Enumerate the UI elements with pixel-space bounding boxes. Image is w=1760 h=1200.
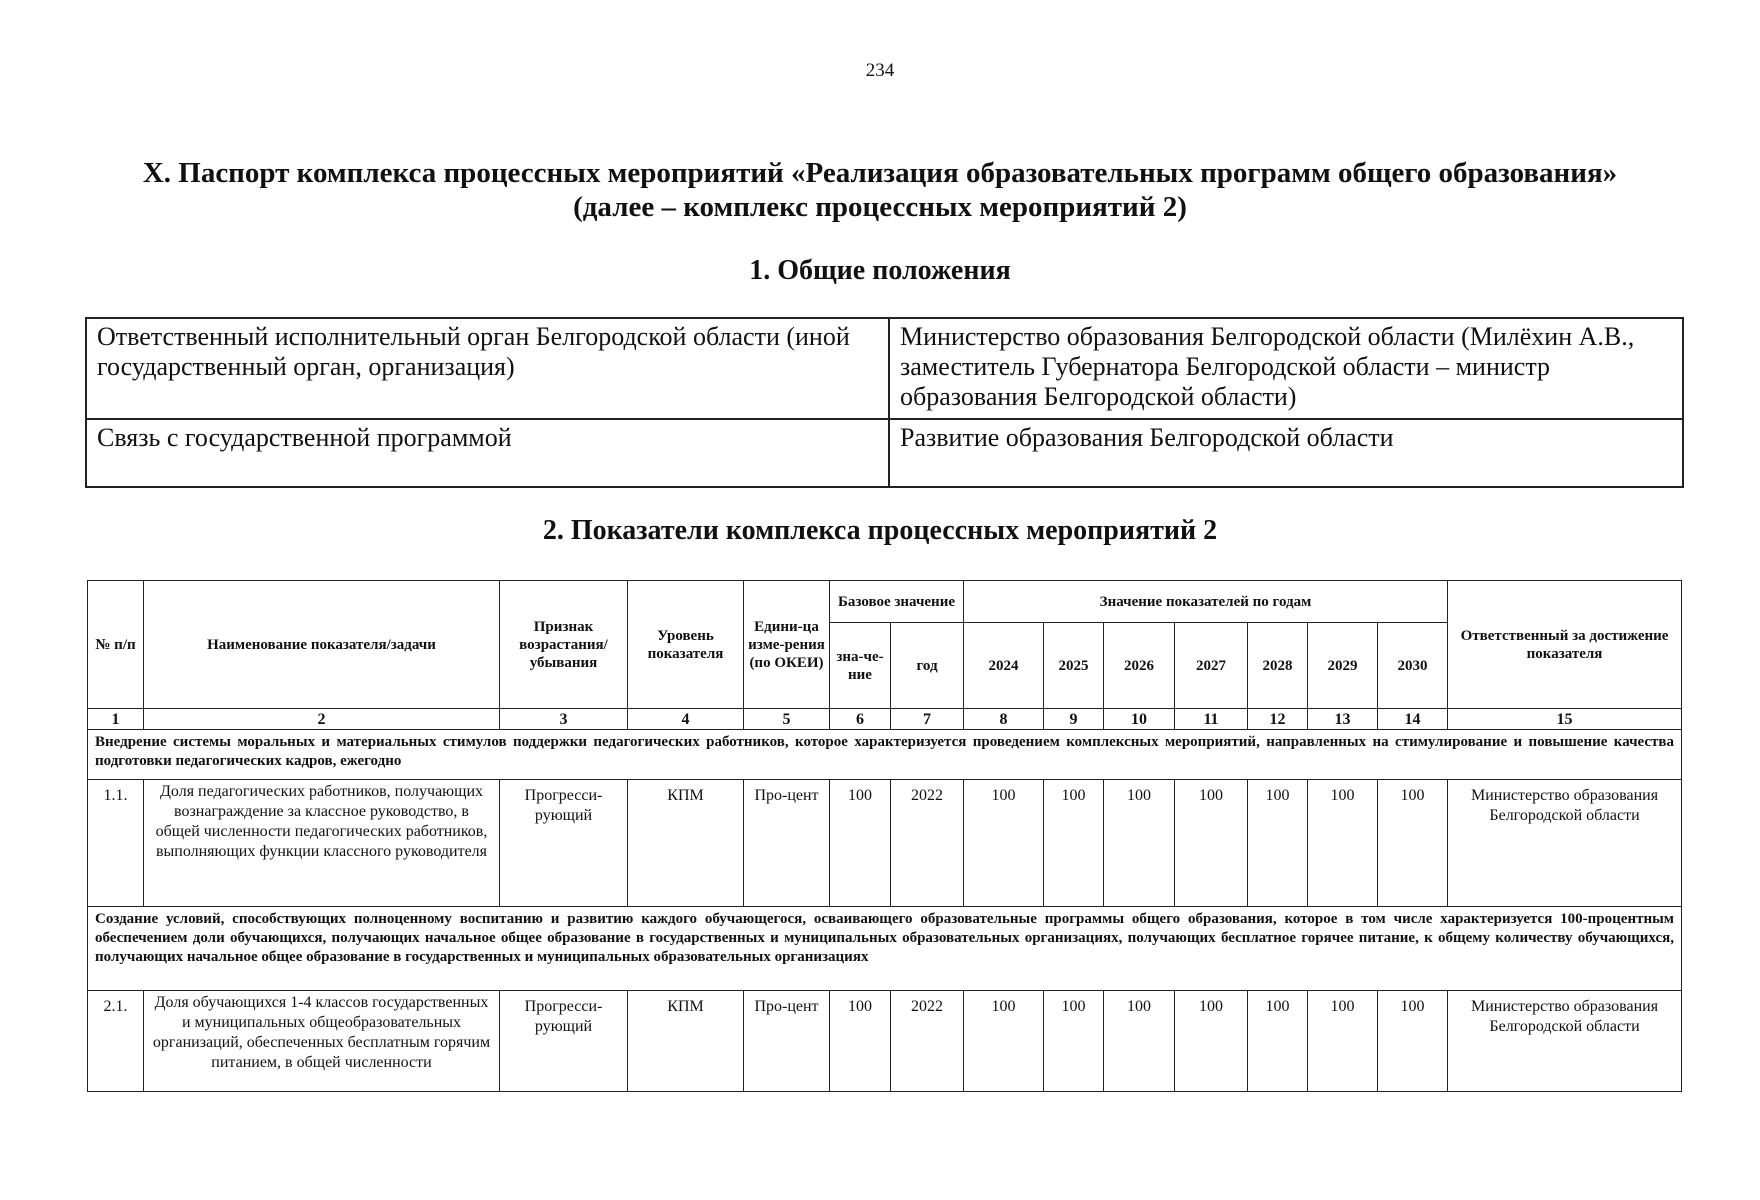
base-year: 2022 [891,780,964,907]
year-value: 100 [1248,780,1308,907]
task-1-text: Внедрение системы моральных и материальных стимулов поддержки педагогических работников, которое характеризуется проведением комплексных мероприятий, направленных на стимулирование и повышение качества подготовки педагогических кадров, ежегодно [88,730,1682,780]
base-value: 100 [830,991,891,1092]
base-year: 2022 [891,991,964,1092]
header-sign: Признак возрастания/ убывания [500,581,628,709]
column-number: 6 [830,709,891,730]
column-number: 13 [1308,709,1378,730]
indicator-level: КПМ [628,991,744,1092]
indicator-sign: Прогресси-рующий [500,991,628,1092]
table-row [86,318,1683,419]
year-value: 100 [964,780,1044,907]
column-number: 9 [1044,709,1104,730]
table-row [88,991,1682,1092]
header-num: № п/п [88,581,144,709]
table-row [86,419,1683,487]
title-line-1: X. Паспорт комплекса процессных мероприятий «Реализация образовательных программ общего образования» [142,157,1618,189]
header-year: 2028 [1248,623,1308,709]
base-value: 100 [830,780,891,907]
column-number: 12 [1248,709,1308,730]
indicator-unit: Про-цент [744,991,830,1092]
header-level: Уровень показателя [628,581,744,709]
indicator-sign: Прогресси-рующий [500,780,628,907]
section-2-title: 2. Показатели комплекса процессных мероприятий 2 [542,515,1218,546]
general-provisions-table [85,317,1684,488]
indicator-level: КПМ [628,780,744,907]
year-value: 100 [1378,780,1448,907]
year-value: 100 [1044,780,1104,907]
header-year: 2027 [1175,623,1248,709]
header-base-year: год [891,623,964,709]
section-1-title: 1. Общие положения [749,255,1011,286]
year-value: 100 [1044,991,1104,1092]
year-value: 100 [1175,780,1248,907]
page-number: 234 [865,60,895,81]
column-number: 15 [1448,709,1682,730]
column-number: 7 [891,709,964,730]
task-row [88,907,1682,991]
program-link-value: Развитие образования Белгородской области [889,419,1683,487]
row-num: 2.1. [88,991,144,1092]
table-row [88,780,1682,907]
task-row [88,730,1682,780]
header-years-group: Значение показателей по годам [964,581,1448,623]
column-number-row [88,709,1682,730]
year-value: 100 [1175,991,1248,1092]
year-value: 100 [1104,991,1175,1092]
responsible-body-label: Ответственный исполнительный орган Белгородской области (иной государственный орган, организация) [86,318,889,419]
task-2-text: Создание условий, способствующих полноценному воспитанию и развитию каждого обучающегося, осваивающего образовательные программы общего образования, которое в том числе характеризуется 100-процентным обеспечением доли обучающихся, получающих начальное общее образование в государственных и муниципальных образовательных организациях, получающих бесплатное горячее питание, к общему количеству обучающихся, получающих начальное общее образование в государственных и муниципальных образовательных организациях [88,907,1682,991]
column-number: 10 [1104,709,1175,730]
header-base: Базовое значение [830,581,964,623]
year-value: 100 [964,991,1044,1092]
year-value: 100 [1248,991,1308,1092]
indicator-name: Доля обучающихся 1-4 классов государственных и муниципальных общеобразовательных организаций, обеспеченных бесплатным горячим питанием, в общей численности [144,991,500,1092]
header-responsible: Ответственный за достижение показателя [1448,581,1682,709]
year-value: 100 [1308,991,1378,1092]
column-number: 1 [88,709,144,730]
column-number: 11 [1175,709,1248,730]
responsible-body-value: Министерство образования Белгородской области (Милёхин А.В., заместитель Губернатора Белгородской области – министр образования Белгородской области) [889,318,1683,419]
header-unit: Едини-ца изме-рения (по ОКЕИ) [744,581,830,709]
column-number: 8 [964,709,1044,730]
header-year: 2030 [1378,623,1448,709]
header-year: 2029 [1308,623,1378,709]
header-year: 2026 [1104,623,1175,709]
indicator-name: Доля педагогических работников, получающих вознаграждение за классное руководство, в общей численности педагогических работников, выполняющих функции классного руководителя [144,780,500,907]
indicators-table [87,580,1682,1092]
column-number: 4 [628,709,744,730]
year-value: 100 [1308,780,1378,907]
header-year: 2024 [964,623,1044,709]
indicator-unit: Про-цент [744,780,830,907]
page-title [0,156,1760,224]
title-line-2: (далее – комплекс процессных мероприятий 2) [573,191,1187,223]
header-base-value: зна-че-ние [830,623,891,709]
column-number: 2 [144,709,500,730]
responsible-org: Министерство образования Белгородской области [1448,780,1682,907]
column-number: 3 [500,709,628,730]
year-value: 100 [1378,991,1448,1092]
responsible-org: Министерство образования Белгородской области [1448,991,1682,1092]
header-row-1 [88,581,1682,623]
column-number: 14 [1378,709,1448,730]
header-name: Наименование показателя/задачи [144,581,500,709]
program-link-label: Связь с государственной программой [86,419,889,487]
header-year: 2025 [1044,623,1104,709]
row-num: 1.1. [88,780,144,907]
column-number: 5 [744,709,830,730]
year-value: 100 [1104,780,1175,907]
